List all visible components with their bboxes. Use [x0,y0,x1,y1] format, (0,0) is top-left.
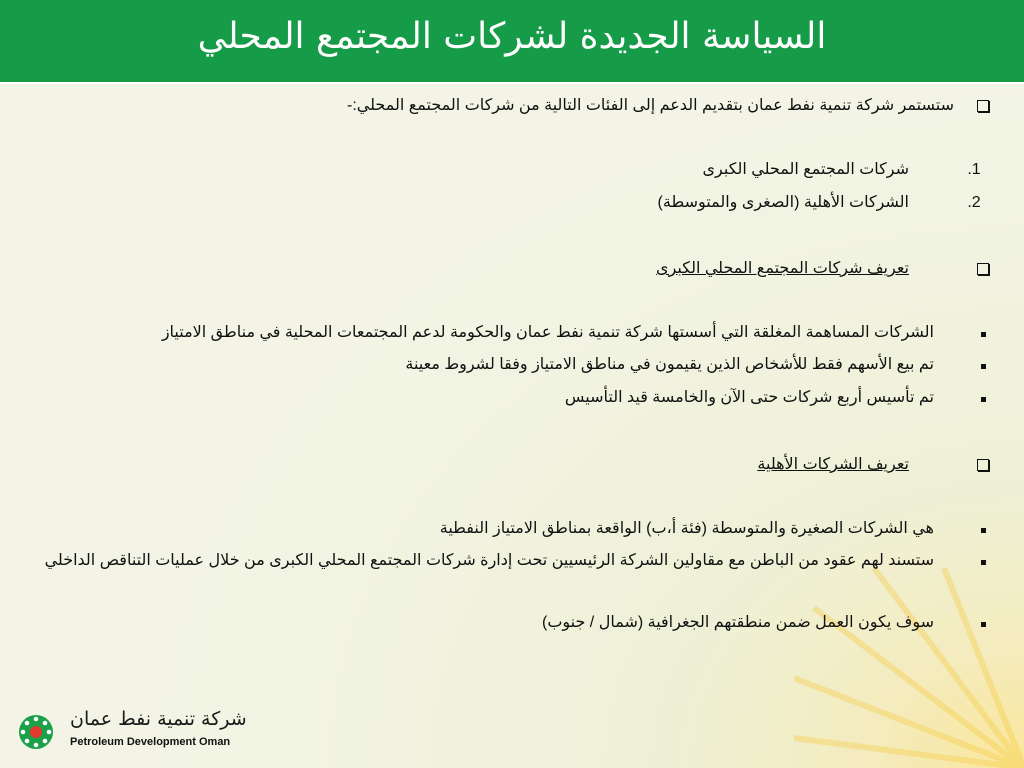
decorative-rays [794,568,1024,768]
square-bullet-icon [972,256,994,284]
item-number: 1. [967,161,981,178]
logo-english-text: Petroleum Development Oman [70,736,231,748]
square-bullet-icon [972,452,994,480]
bullet-text: تم بيع الأسهم فقط للأشخاص الذين يقيمون في مناطق الامتياز وفقا لشروط معينة [405,356,934,373]
logo-arabic-text: شركة تنمية نفط عمان [70,708,247,730]
bullet-text: ستسند لهم عقود من الباطن مع مقاولين الشركة الرئيسيين تحت إدارة شركات المجتمع المحلي الكبرى من خلال عمليات التناقص الداخلي [44,552,934,569]
title-bar [0,0,1024,84]
small-square-bullet-icon [972,610,994,636]
small-square-bullet-icon [972,320,994,346]
pdo-logo-icon [18,714,54,750]
bullet-text: هي الشركات الصغيرة والمتوسطة (فئة أ،ب) الواقعة بمناطق الامتياز النفطية [439,520,934,537]
company-logo [18,706,248,756]
section-heading: تعريف شركات المجتمع المحلي الكبرى [656,260,909,277]
bullet-text: الشركات المساهمة المغلقة التي أسستها شركة تنمية نفط عمان والحكومة لدعم المجتمعات المحلية في مناطق الامتياز [161,324,934,341]
category-text: شركات المجتمع المحلي الكبرى [702,161,909,178]
small-square-bullet-icon [972,548,994,574]
intro-text: ستستمر شركة تنمية نفط عمان بتقديم الدعم إلى الفئات التالية من شركات المجتمع المحلي:- [347,97,954,114]
bullet-text: تم تأسيس أربع شركات حتى الآن والخامسة قيد التأسيس [564,389,934,406]
section-heading: تعريف الشركات الأهلية [757,456,909,473]
bullet-text: سوف يكون العمل ضمن منطقتهم الجغرافية (شمال / جنوب) [541,614,934,631]
small-square-bullet-icon [972,516,994,542]
slide-title: السياسة الجديدة لشركات المجتمع المحلي [197,16,827,57]
category-text: الشركات الأهلية (الصغرى والمتوسطة) [657,194,909,211]
square-bullet-icon [972,93,994,121]
small-square-bullet-icon [972,352,994,378]
item-number: 2. [967,194,981,211]
small-square-bullet-icon [972,385,994,411]
